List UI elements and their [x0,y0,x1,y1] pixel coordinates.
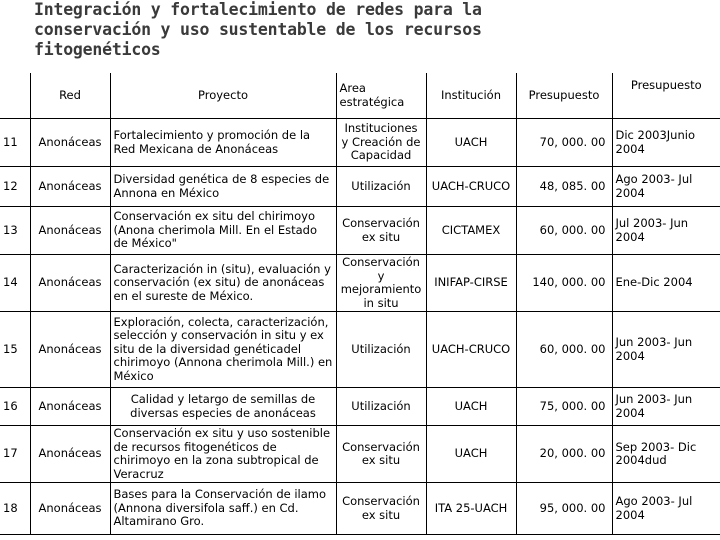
cell-num: 15 [0,312,30,388]
header-num [0,73,30,119]
cell-area: Conservación ex situ [336,426,426,483]
page-title [34,0,634,60]
cell-proyecto: Diversidad genética de 8 especies de Annona en México [110,167,336,207]
table-row [0,388,720,426]
cell-proyecto: Fortalecimiento y promoción de la Red Mexicana de Anonáceas [110,119,336,167]
cell-red: Anonáceas [30,426,110,483]
table-row [0,167,720,207]
cell-institucion: UACH [426,119,516,167]
cell-area: Utilización [336,312,426,388]
cell-red: Anonáceas [30,483,110,535]
cell-presupuesto: 70, 000. 00 [516,119,612,167]
cell-red: Anonáceas [30,207,110,255]
header-area: Area estratégica [336,73,426,119]
cell-periodo: Dic 2003Junio 2004 [612,119,720,167]
cell-num: 14 [0,255,30,312]
cell-institucion: CICTAMEX [426,207,516,255]
cell-institucion: UACH [426,388,516,426]
table-row [0,426,720,483]
cell-num: 12 [0,167,30,207]
cell-area: Utilización [336,167,426,207]
cell-presupuesto: 60, 000. 00 [516,312,612,388]
header-institucion: Institución [426,73,516,119]
projects-table [0,73,720,535]
cell-area: Conservación y mejoramiento in situ [336,255,426,312]
cell-presupuesto: 20, 000. 00 [516,426,612,483]
table-row [0,483,720,535]
cell-area: Conservación ex situ [336,483,426,535]
cell-periodo: Jul 2003- Jun 2004 [612,207,720,255]
header-row [0,73,720,119]
cell-red: Anonáceas [30,255,110,312]
cell-institucion: UACH-CRUCO [426,312,516,388]
cell-institucion: UACH [426,426,516,483]
cell-presupuesto: 60, 000. 00 [516,207,612,255]
title-line-2: conservación y uso sustentable de los recursos [34,20,482,39]
header-presupuesto: Presupuesto [516,73,612,119]
cell-periodo: Ago 2003- Jul 2004 [612,167,720,207]
cell-presupuesto: 95, 000. 00 [516,483,612,535]
cell-institucion: INIFAP-CIRSE [426,255,516,312]
table-row [0,119,720,167]
cell-periodo: Ene-Dic 2004 [612,255,720,312]
cell-num: 11 [0,119,30,167]
cell-proyecto: Calidad y letargo de semillas de diversas especies de anonáceas [110,388,336,426]
cell-area: Instituciones y Creación de Capacidad [336,119,426,167]
cell-proyecto: Conservación ex situ del chirimoyo (Anona cherimola Mill. En el Estado de México" [110,207,336,255]
cell-red: Anonáceas [30,167,110,207]
header-presupuesto-2: Presupuesto [612,73,720,119]
cell-periodo: Jun 2003- Jun 2004 [612,388,720,426]
cell-area: Utilización [336,388,426,426]
cell-num: 17 [0,426,30,483]
header-proyecto: Proyecto [110,73,336,119]
header-red: Red [30,73,110,119]
cell-presupuesto: 48, 085. 00 [516,167,612,207]
title-line-3: fitogenéticos [34,40,161,59]
table-row [0,207,720,255]
cell-red: Anonáceas [30,312,110,388]
cell-institucion: ITA 25-UACH [426,483,516,535]
cell-num: 16 [0,388,30,426]
cell-periodo: Ago 2003- Jul 2004 [612,483,720,535]
cell-area: Conservación ex situ [336,207,426,255]
cell-red: Anonáceas [30,119,110,167]
cell-periodo: Sep 2003- Dic 2004dud [612,426,720,483]
cell-proyecto: Caracterización in (situ), evaluación y conservación (ex situ) de anonáceas en el sureste de México. [110,255,336,312]
cell-periodo: Jun 2003- Jun 2004 [612,312,720,388]
cell-red: Anonáceas [30,388,110,426]
cell-proyecto: Exploración, colecta, caracterización, selección y conservación in situ y ex situ de la diversidad genéticadel chirimoyo (Annona cherimola Mill.) en México [110,312,336,388]
cell-presupuesto: 140, 000. 00 [516,255,612,312]
cell-presupuesto: 75, 000. 00 [516,388,612,426]
table-row [0,255,720,312]
table-row [0,312,720,388]
cell-proyecto: Conservación ex situ y uso sostenible de recursos fitogenéticos de chirimoyo en la zona subtropical de Veracruz [110,426,336,483]
title-line-1: Integración y fortalecimiento de redes para la [34,0,482,19]
cell-num: 13 [0,207,30,255]
cell-institucion: UACH-CRUCO [426,167,516,207]
cell-num: 18 [0,483,30,535]
cell-proyecto: Bases para la Conservación de ilamo (Annona diversifola saff.) en Cd. Altamirano Gro. [110,483,336,535]
